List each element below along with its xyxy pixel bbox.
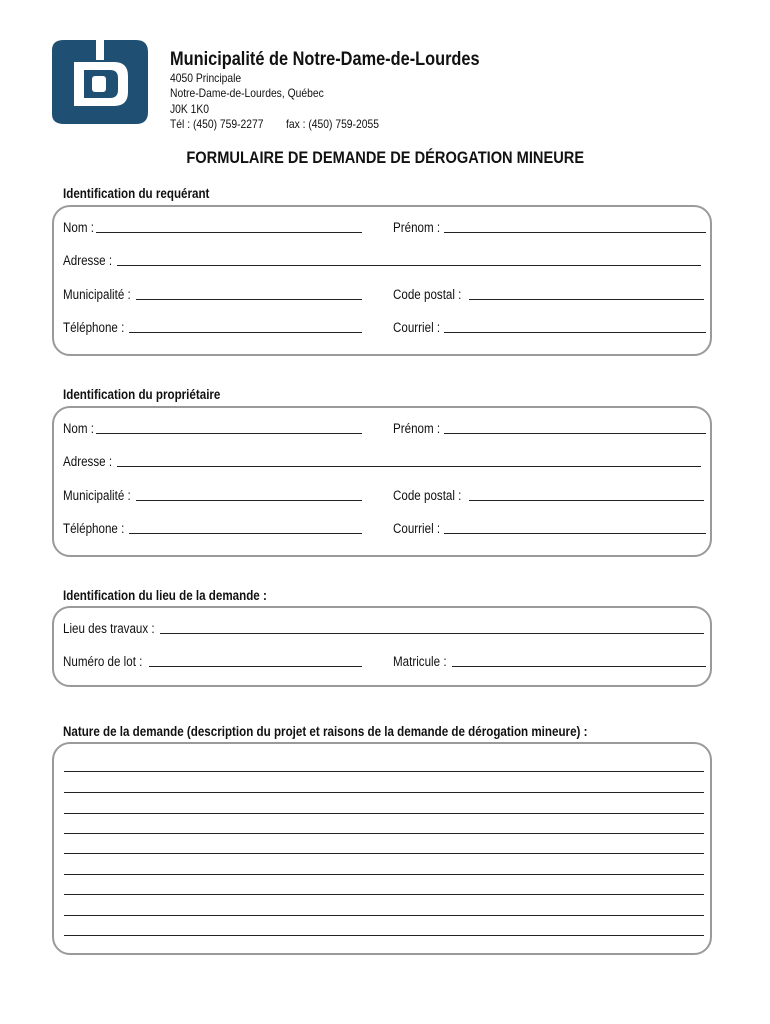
location-lot-label: Numéro de lot : — [63, 654, 143, 669]
applicant-section-title: Identification du requérant — [63, 186, 210, 201]
owner-telephone-field[interactable] — [129, 533, 362, 534]
applicant-code-postal-label: Code postal : — [393, 287, 462, 302]
applicant-nom-label: Nom : — [63, 220, 94, 235]
owner-courriel-label: Courriel : — [393, 521, 441, 536]
applicant-prenom-label: Prénom : — [393, 220, 441, 235]
owner-code-postal-field[interactable] — [469, 500, 704, 501]
owner-nom-field[interactable] — [96, 433, 362, 434]
owner-prenom-field[interactable] — [444, 433, 706, 434]
owner-courriel-field[interactable] — [444, 533, 706, 534]
nature-line[interactable] — [64, 792, 704, 793]
applicant-nom-field[interactable] — [96, 232, 362, 233]
phone-number: Tél : (450) 759-2277 — [170, 117, 264, 131]
applicant-courriel-field[interactable] — [444, 332, 706, 333]
owner-box — [52, 406, 712, 557]
applicant-telephone-field[interactable] — [129, 332, 362, 333]
owner-adresse-label: Adresse : — [63, 454, 113, 469]
applicant-courriel-label: Courriel : — [393, 320, 441, 335]
address-line-2: Notre-Dame-de-Lourdes, Québec — [170, 86, 324, 100]
nature-line[interactable] — [64, 813, 704, 814]
postal-code: J0K 1K0 — [170, 102, 210, 116]
organization-name: Municipalité de Notre-Dame-de-Lourdes — [170, 49, 480, 70]
owner-code-postal-label: Code postal : — [393, 488, 462, 503]
applicant-box — [52, 205, 712, 356]
nature-line[interactable] — [64, 935, 704, 936]
applicant-prenom-field[interactable] — [444, 232, 706, 233]
owner-nom-label: Nom : — [63, 421, 94, 436]
nature-line[interactable] — [64, 833, 704, 834]
applicant-municipalite-field[interactable] — [136, 299, 362, 300]
applicant-telephone-label: Téléphone : — [63, 320, 125, 335]
nature-line[interactable] — [64, 771, 704, 772]
applicant-code-postal-field[interactable] — [469, 299, 704, 300]
nature-box — [52, 742, 712, 955]
applicant-adresse-label: Adresse : — [63, 253, 113, 268]
fax-number: fax : (450) 759-2055 — [286, 117, 379, 131]
nature-line[interactable] — [64, 894, 704, 895]
location-box — [52, 606, 712, 687]
nature-section-title: Nature de la demande (description du projet et raisons de la demande de dérogation mineure) : — [63, 724, 588, 739]
owner-municipalite-label: Municipalité : — [63, 488, 131, 503]
nature-line[interactable] — [64, 915, 704, 916]
nature-line[interactable] — [64, 874, 704, 875]
address-line-1: 4050 Principale — [170, 71, 242, 85]
owner-adresse-field[interactable] — [117, 466, 701, 467]
form-title: FORMULAIRE DE DEMANDE DE DÉROGATION MINEURE — [186, 148, 584, 167]
applicant-adresse-field[interactable] — [117, 265, 701, 266]
location-matricule-label: Matricule : — [393, 654, 447, 669]
owner-municipalite-field[interactable] — [136, 500, 362, 501]
location-lieu-field[interactable] — [160, 633, 704, 634]
location-matricule-field[interactable] — [452, 666, 706, 667]
applicant-municipalite-label: Municipalité : — [63, 287, 131, 302]
owner-section-title: Identification du propriétaire — [63, 387, 221, 402]
nature-line[interactable] — [64, 853, 704, 854]
owner-prenom-label: Prénom : — [393, 421, 441, 436]
location-lieu-label: Lieu des travaux : — [63, 621, 155, 636]
municipality-logo — [52, 40, 148, 124]
owner-telephone-label: Téléphone : — [63, 521, 125, 536]
location-section-title: Identification du lieu de la demande : — [63, 588, 267, 603]
location-lot-field[interactable] — [149, 666, 362, 667]
